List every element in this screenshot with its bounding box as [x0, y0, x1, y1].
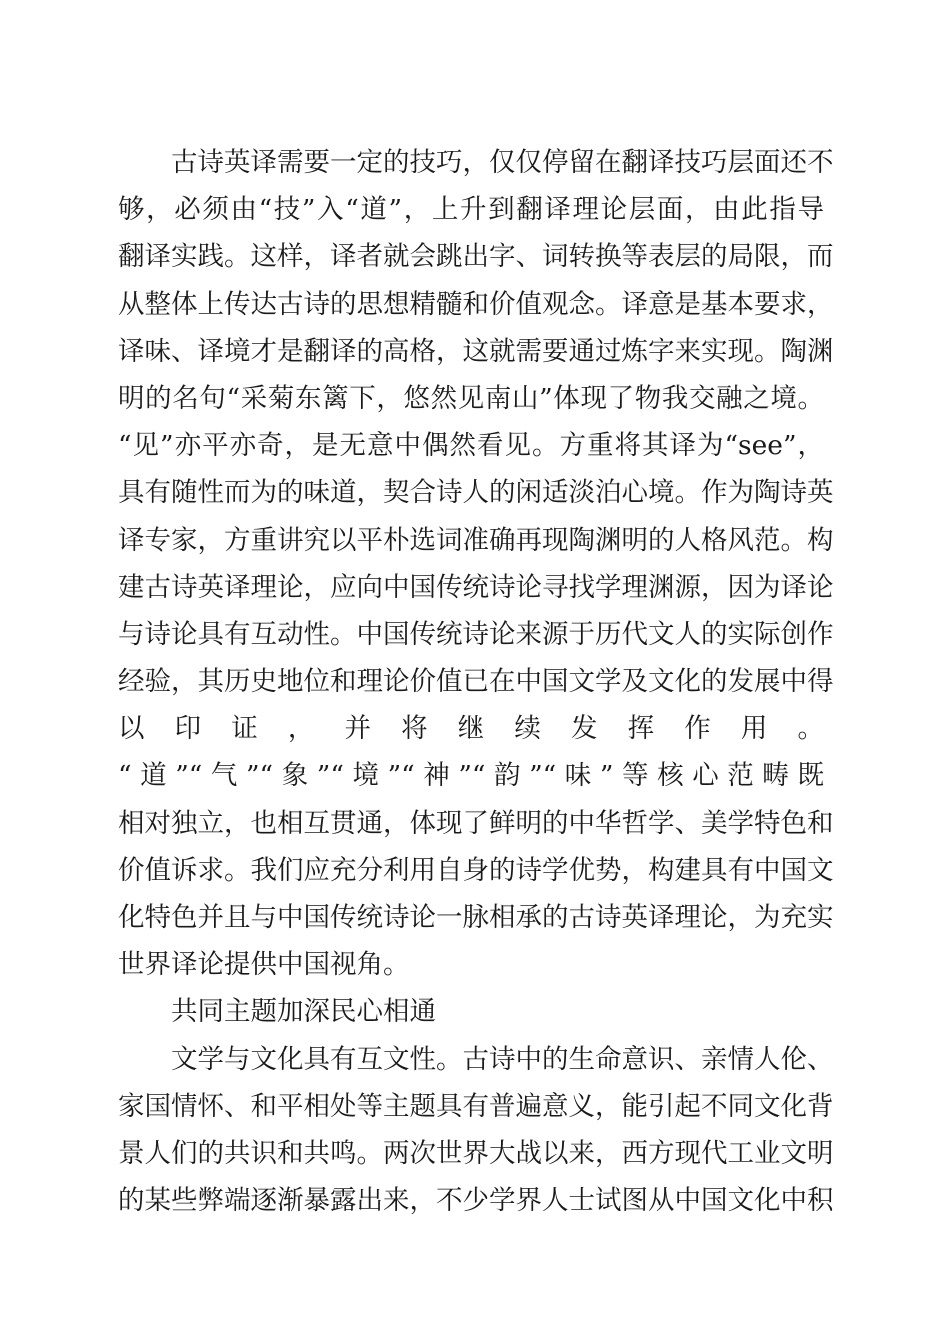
paragraph-line: 译味、译境才是翻译的高格，这就需要通过炼字来实现。陶渊	[118, 335, 834, 367]
paragraph-line: 明的名句“采菊东篱下，悠然见南山”体现了物我交融之境。	[118, 382, 824, 414]
paragraph-line: 的某些弊端逐渐暴露出来，不少学界人士试图从中国文化中积	[118, 1185, 834, 1217]
paragraph-line: 译专家，方重讲究以平朴选词准确再现陶渊明的人格风范。构	[118, 524, 834, 556]
paragraph-line: 够，必须由“技”入“道”，上升到翻译理论层面，由此指导	[118, 194, 824, 226]
paragraph-line: “见”亦平亦奇，是无意中偶然看见。方重将其译为“see”，	[118, 430, 824, 462]
paragraph-line: 相对独立，也相互贯通，体现了鲜明的中华哲学、美学特色和	[118, 807, 834, 839]
paragraph-line: 与诗论具有互动性。中国传统诗论来源于历代文人的实际创作	[118, 618, 834, 650]
paragraph-line: 具有随性而为的味道，契合诗人的闲适淡泊心境。作为陶诗英	[118, 477, 834, 509]
paragraph-line: 经验，其历史地位和理论价值已在中国文学及文化的发展中得	[118, 666, 834, 698]
paragraph-line: 家国情怀、和平相处等主题具有普遍意义，能引起不同文化背	[118, 1090, 834, 1122]
paragraph-line: 以印证，并将继续发挥作用。	[118, 713, 824, 745]
section-heading: 共同主题加深民心相通	[171, 996, 436, 1028]
paragraph-line: 建古诗英译理论，应向中国传统诗论寻找学理渊源，因为译论	[118, 571, 834, 603]
paragraph-line: 世界译论提供中国视角。	[118, 949, 410, 981]
paragraph-line: “道”“气”“象”“境”“神”“韵”“味”等核心范畴既	[118, 760, 824, 792]
paragraph-line: 化特色并且与中国传统诗论一脉相承的古诗英译理论，为充实	[118, 902, 834, 933]
article-body	[118, 139, 834, 1224]
paragraph-line: 价值诉求。我们应充分利用自身的诗学优势，构建具有中国文	[118, 854, 834, 886]
paragraph-line: 文学与文化具有互文性。古诗中的生命意识、亲情人伦、	[171, 1043, 834, 1075]
paragraph-line: 翻译实践。这样，译者就会跳出字、词转换等表层的局限，而	[118, 241, 834, 273]
paragraph-line: 古诗英译需要一定的技巧，仅仅停留在翻译技巧层面还不	[171, 147, 834, 178]
paragraph-line: 景人们的共识和共鸣。两次世界大战以来，西方现代工业文明	[118, 1137, 834, 1169]
paragraph-line: 从整体上传达古诗的思想精髓和价值观念。译意是基本要求，	[118, 288, 834, 320]
